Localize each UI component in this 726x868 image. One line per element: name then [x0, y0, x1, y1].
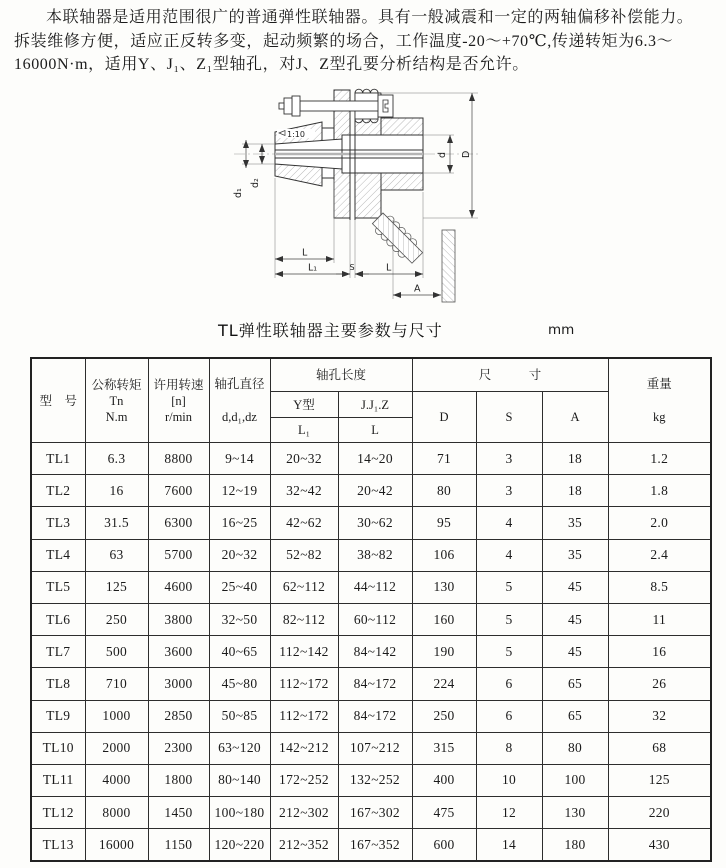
header-line: 轴孔直径: [214, 377, 265, 391]
model-cell: TL13: [31, 829, 85, 862]
header-line: Tn: [109, 393, 124, 408]
value-cell: 18: [542, 443, 608, 475]
dim-label-L1: L₁: [308, 262, 318, 274]
model-cell: TL9: [31, 700, 85, 732]
model-cell: TL8: [31, 668, 85, 700]
table-row: [31, 539, 711, 571]
value-cell: 80: [542, 732, 608, 764]
header-line: kg: [653, 410, 666, 424]
table-row: [31, 732, 711, 764]
header-D: D: [412, 392, 476, 443]
value-cell: 220: [608, 797, 711, 829]
pin-hex-head: [284, 98, 292, 114]
intro-line: 本联轴器是适用范围很广的普通弹性联轴器。具有一般减震和一定的两轴偏移补偿能力。: [46, 9, 694, 26]
value-cell: 120~220: [209, 829, 270, 862]
header-line: 重量: [646, 377, 672, 391]
value-cell: 112~142: [270, 636, 338, 668]
value-cell: 142~212: [270, 732, 338, 764]
value-cell: 45~80: [209, 668, 270, 700]
table-row: [31, 668, 711, 700]
value-cell: 32~42: [270, 475, 338, 507]
value-cell: 16: [85, 475, 148, 507]
value-cell: 710: [85, 668, 148, 700]
value-cell: 10: [476, 764, 542, 796]
value-cell: 4000: [85, 764, 148, 796]
header-A: A: [542, 392, 608, 443]
value-cell: 45: [542, 571, 608, 603]
value-cell: 80: [412, 475, 476, 507]
table-row: [31, 443, 711, 475]
pin-tip: [279, 103, 284, 109]
value-cell: 42~62: [270, 507, 338, 539]
header-line: 公称转矩: [91, 377, 142, 392]
value-cell: 6: [476, 668, 542, 700]
unit-label: mm: [548, 322, 575, 338]
header-jjz-type: J.J₁.Z: [338, 392, 412, 418]
value-cell: 8: [476, 732, 542, 764]
value-cell: 132~252: [338, 764, 412, 796]
value-cell: 82~112: [270, 603, 338, 635]
value-cell: 112~172: [270, 700, 338, 732]
value-cell: 63: [85, 539, 148, 571]
model-cell: TL5: [31, 571, 85, 603]
intro-line: 拆装维修方便，适应正反转多变，起动频繁的场合，工作温度-20～+70℃,传递转矩为6.3～: [14, 32, 674, 50]
value-cell: 100: [542, 764, 608, 796]
dim-label-L-left: L: [302, 247, 308, 259]
value-cell: 250: [85, 603, 148, 635]
value-cell: 5700: [148, 539, 209, 571]
value-cell: 9~14: [209, 443, 270, 475]
value-cell: 212~302: [270, 797, 338, 829]
pin-shaft: [300, 101, 382, 111]
model-cell: TL3: [31, 507, 85, 539]
value-cell: 5: [476, 636, 542, 668]
value-cell: 16: [608, 636, 711, 668]
value-cell: 71: [412, 443, 476, 475]
header-line: r/min: [164, 409, 193, 424]
pin-washer: [292, 96, 300, 116]
value-cell: 68: [608, 732, 711, 764]
value-cell: 60~112: [338, 603, 412, 635]
header-bore-length-band: 轴孔长度: [270, 358, 412, 392]
value-cell: 8.5: [608, 571, 711, 603]
header-S: S: [476, 392, 542, 443]
dim-label-d: d: [437, 151, 448, 158]
table-header: [31, 358, 711, 443]
intro-line: 16000N·m，适用Y、J₁、Z₁型轴孔，对J、Z型孔要分析结构是否允许。: [14, 56, 529, 73]
header-speed: [148, 358, 209, 443]
table-row: [31, 700, 711, 732]
value-cell: 5: [476, 603, 542, 635]
header-torque: [85, 358, 148, 443]
header-size-band: 尺 寸: [412, 358, 608, 392]
value-cell: 1.2: [608, 443, 711, 475]
parameters-table: [30, 357, 712, 862]
value-cell: 125: [608, 764, 711, 796]
value-cell: 106: [412, 539, 476, 571]
header-line: 许用转速: [153, 377, 204, 392]
table-row: [31, 764, 711, 796]
value-cell: 52~82: [270, 539, 338, 571]
value-cell: 130: [412, 571, 476, 603]
value-cell: 32~50: [209, 603, 270, 635]
value-cell: 6: [476, 700, 542, 732]
model-cell: TL11: [31, 764, 85, 796]
value-cell: 44~112: [338, 571, 412, 603]
value-cell: 32: [608, 700, 711, 732]
table-title: TL弹性联轴器主要参数与尺寸: [218, 321, 443, 340]
sleeve-cap: [378, 95, 393, 117]
value-cell: 25~40: [209, 571, 270, 603]
value-cell: 107~212: [338, 732, 412, 764]
value-cell: 20~32: [209, 539, 270, 571]
value-cell: 2.4: [608, 539, 711, 571]
elastic-rings-top: [355, 89, 378, 93]
value-cell: 125: [85, 571, 148, 603]
value-cell: 63~120: [209, 732, 270, 764]
value-cell: 130: [542, 797, 608, 829]
table-row: [31, 507, 711, 539]
value-cell: 3800: [148, 603, 209, 635]
value-cell: 1450: [148, 797, 209, 829]
value-cell: 112~172: [270, 668, 338, 700]
value-cell: 35: [542, 539, 608, 571]
value-cell: 224: [412, 668, 476, 700]
value-cell: 4: [476, 539, 542, 571]
value-cell: 14~20: [338, 443, 412, 475]
value-cell: 40~65: [209, 636, 270, 668]
model-cell: TL6: [31, 603, 85, 635]
value-cell: 7600: [148, 475, 209, 507]
value-cell: 65: [542, 700, 608, 732]
value-cell: 16000: [85, 829, 148, 862]
value-cell: 26: [608, 668, 711, 700]
value-cell: 14: [476, 829, 542, 862]
table-row: [31, 571, 711, 603]
value-cell: 172~252: [270, 764, 338, 796]
value-cell: 315: [412, 732, 476, 764]
table-body: [31, 443, 711, 862]
intro-paragraph: [14, 6, 714, 77]
value-cell: 80~140: [209, 764, 270, 796]
value-cell: 3: [476, 475, 542, 507]
value-cell: 20~42: [338, 475, 412, 507]
value-cell: 4600: [148, 571, 209, 603]
value-cell: 500: [85, 636, 148, 668]
value-cell: 30~62: [338, 507, 412, 539]
value-cell: 160: [412, 603, 476, 635]
value-cell: 167~352: [338, 829, 412, 862]
value-cell: 2300: [148, 732, 209, 764]
value-cell: 95: [412, 507, 476, 539]
value-cell: 180: [542, 829, 608, 862]
value-cell: 4: [476, 507, 542, 539]
value-cell: 84~172: [338, 700, 412, 732]
coupling-cross-section-drawing: [232, 80, 482, 312]
table-row: [31, 636, 711, 668]
value-cell: 8800: [148, 443, 209, 475]
header-weight: [608, 358, 711, 443]
table-row: [31, 829, 711, 862]
value-cell: 190: [412, 636, 476, 668]
value-cell: 20~32: [270, 443, 338, 475]
header-L1: L₁: [270, 418, 338, 443]
header-line: [n]: [171, 393, 186, 408]
value-cell: 1.8: [608, 475, 711, 507]
value-cell: 84~172: [338, 668, 412, 700]
value-cell: 250: [412, 700, 476, 732]
machine-wall: [442, 230, 455, 302]
table-row: [31, 475, 711, 507]
value-cell: 1000: [85, 700, 148, 732]
model-cell: TL4: [31, 539, 85, 571]
model-cell: TL10: [31, 732, 85, 764]
header-line: N.m: [105, 409, 128, 424]
value-cell: 45: [542, 603, 608, 635]
value-cell: 11: [608, 603, 711, 635]
value-cell: 12~19: [209, 475, 270, 507]
model-cell: TL1: [31, 443, 85, 475]
value-cell: 38~82: [338, 539, 412, 571]
value-cell: 167~302: [338, 797, 412, 829]
value-cell: 2850: [148, 700, 209, 732]
dim-label-d2: d₂: [250, 178, 261, 188]
header-L: L: [338, 418, 412, 443]
value-cell: 2000: [85, 732, 148, 764]
value-cell: 430: [608, 829, 711, 862]
value-cell: 5: [476, 571, 542, 603]
value-cell: 1150: [148, 829, 209, 862]
value-cell: 3: [476, 443, 542, 475]
value-cell: 2.0: [608, 507, 711, 539]
value-cell: 62~112: [270, 571, 338, 603]
value-cell: 1800: [148, 764, 209, 796]
model-cell: TL12: [31, 797, 85, 829]
value-cell: 18: [542, 475, 608, 507]
header-bore: [209, 358, 270, 443]
value-cell: 100~180: [209, 797, 270, 829]
value-cell: 6.3: [85, 443, 148, 475]
value-cell: 35: [542, 507, 608, 539]
value-cell: 31.5: [85, 507, 148, 539]
value-cell: 3000: [148, 668, 209, 700]
dim-label-d1: d₁: [233, 188, 244, 198]
value-cell: 45: [542, 636, 608, 668]
dim-label-L-right: L: [386, 262, 392, 274]
value-cell: 6300: [148, 507, 209, 539]
header-line: d,d₁,dz: [222, 410, 257, 424]
header-y-type: Y型: [270, 392, 338, 418]
taper-label: 1:10: [287, 130, 305, 139]
value-cell: 12: [476, 797, 542, 829]
value-cell: 8000: [85, 797, 148, 829]
dim-label-S: S: [349, 263, 355, 272]
table-row: [31, 603, 711, 635]
value-cell: 65: [542, 668, 608, 700]
model-cell: TL7: [31, 636, 85, 668]
removed-pin-diagonal: [370, 210, 426, 266]
dim-label-D: D: [461, 150, 472, 158]
value-cell: 600: [412, 829, 476, 862]
model-cell: TL2: [31, 475, 85, 507]
value-cell: 475: [412, 797, 476, 829]
value-cell: 50~85: [209, 700, 270, 732]
value-cell: 16~25: [209, 507, 270, 539]
value-cell: 3600: [148, 636, 209, 668]
value-cell: 212~352: [270, 829, 338, 862]
table-row: [31, 797, 711, 829]
header-model: 型 号: [31, 358, 85, 443]
dim-label-A: A: [414, 283, 421, 295]
value-cell: 400: [412, 764, 476, 796]
value-cell: 84~142: [338, 636, 412, 668]
